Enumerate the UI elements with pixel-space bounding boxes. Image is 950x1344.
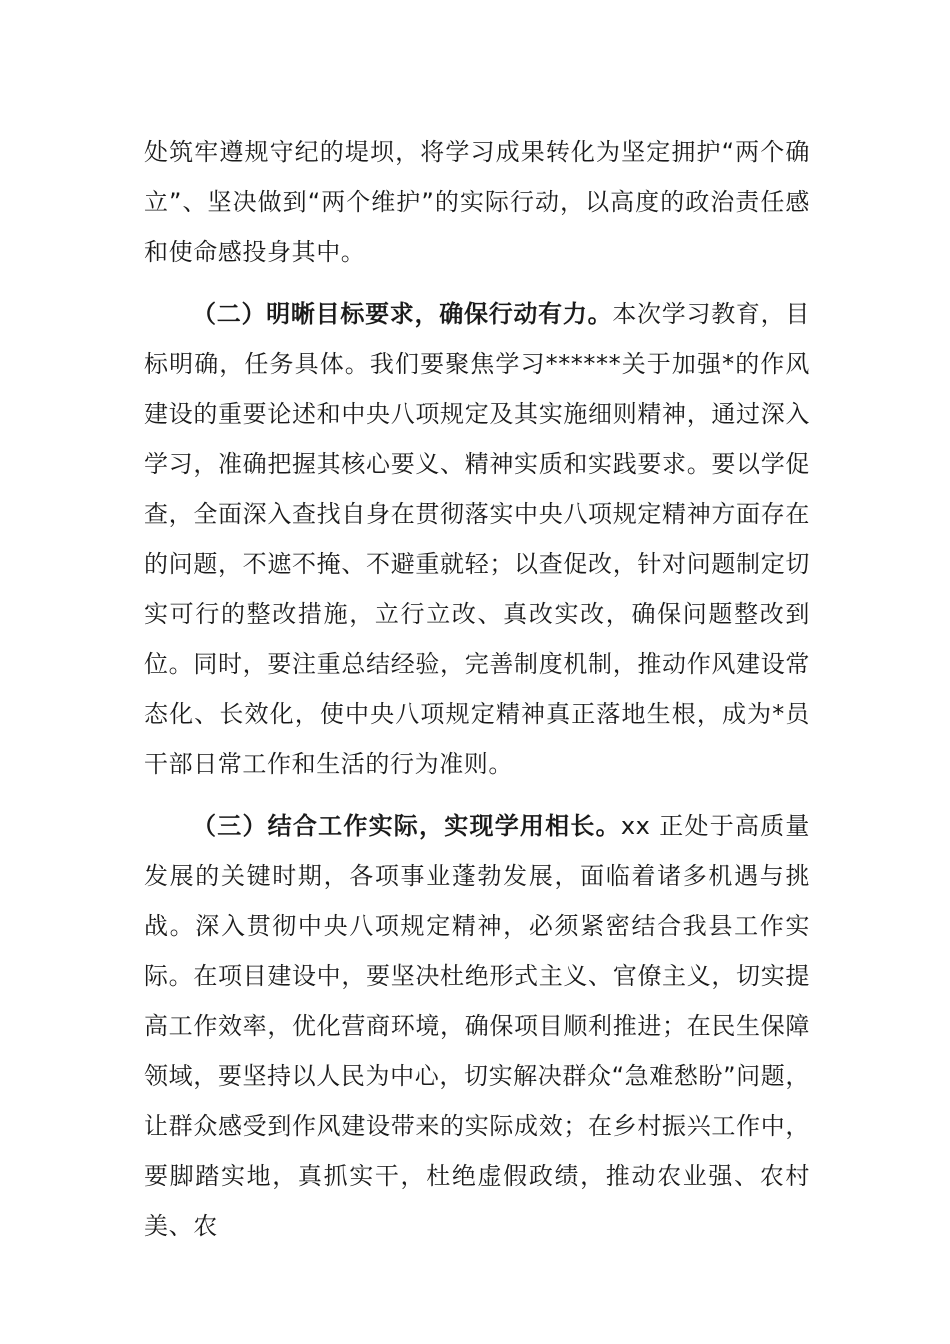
section-heading: （三）结合工作实际，实现学用相长。 (192, 812, 621, 840)
paragraph-text: 处筑牢遵规守纪的堤坝，将学习成果转化为坚定拥护“两个确立”、坚决做到“两个维护”的实际行动，以高度的政治责任感和使命感投身其中。 (144, 138, 810, 266)
paragraph-continuation (144, 127, 810, 277)
paragraph-text: 本次学习教育，目标明确，任务具体。我们要聚焦学习******关于加强*的作风建设的重要论述和中央八项规定及其实施细则精神，通过深入学习，准确把握其核心要义、精神实质和实践要求。要以学促查，全面深入查找自身在贯彻落实中央八项规定精神方面存在的问题，不遮不掩、不避重就轻；以查促改，针对问题制定切实可行的整改措施，立行立改、真改实改，确保问题整改到位。同时，要注重总结经验，完善制度机制，推动作风建设常态化、长效化，使中央八项规定精神真正落地生根，成为*员干部日常工作和生活的行为准则。 (144, 300, 810, 778)
paragraph-section-3 (144, 801, 810, 1251)
section-heading: （二）明晰目标要求，确保行动有力。 (192, 300, 613, 328)
paragraph-text: xx 正处于高质量发展的关键时期，各项事业蓬勃发展，面临着诸多机遇与挑战。深入贯彻中央八项规定精神，必须紧密结合我县工作实际。在项目建设中，要坚决杜绝形式主义、官僚主义，切实提高工作效率，优化营商环境，确保项目顺利推进；在民生保障领域，要坚持以人民为中心，切实解决群众“急难愁盼”问题，让群众感受到作风建设带来的实际成效；在乡村振兴工作中，要脚踏实地，真抓实干，杜绝虚假政绩，推动农业强、农村美、农 (144, 812, 810, 1240)
paragraph-section-2 (144, 289, 810, 789)
document-body (144, 127, 810, 1251)
